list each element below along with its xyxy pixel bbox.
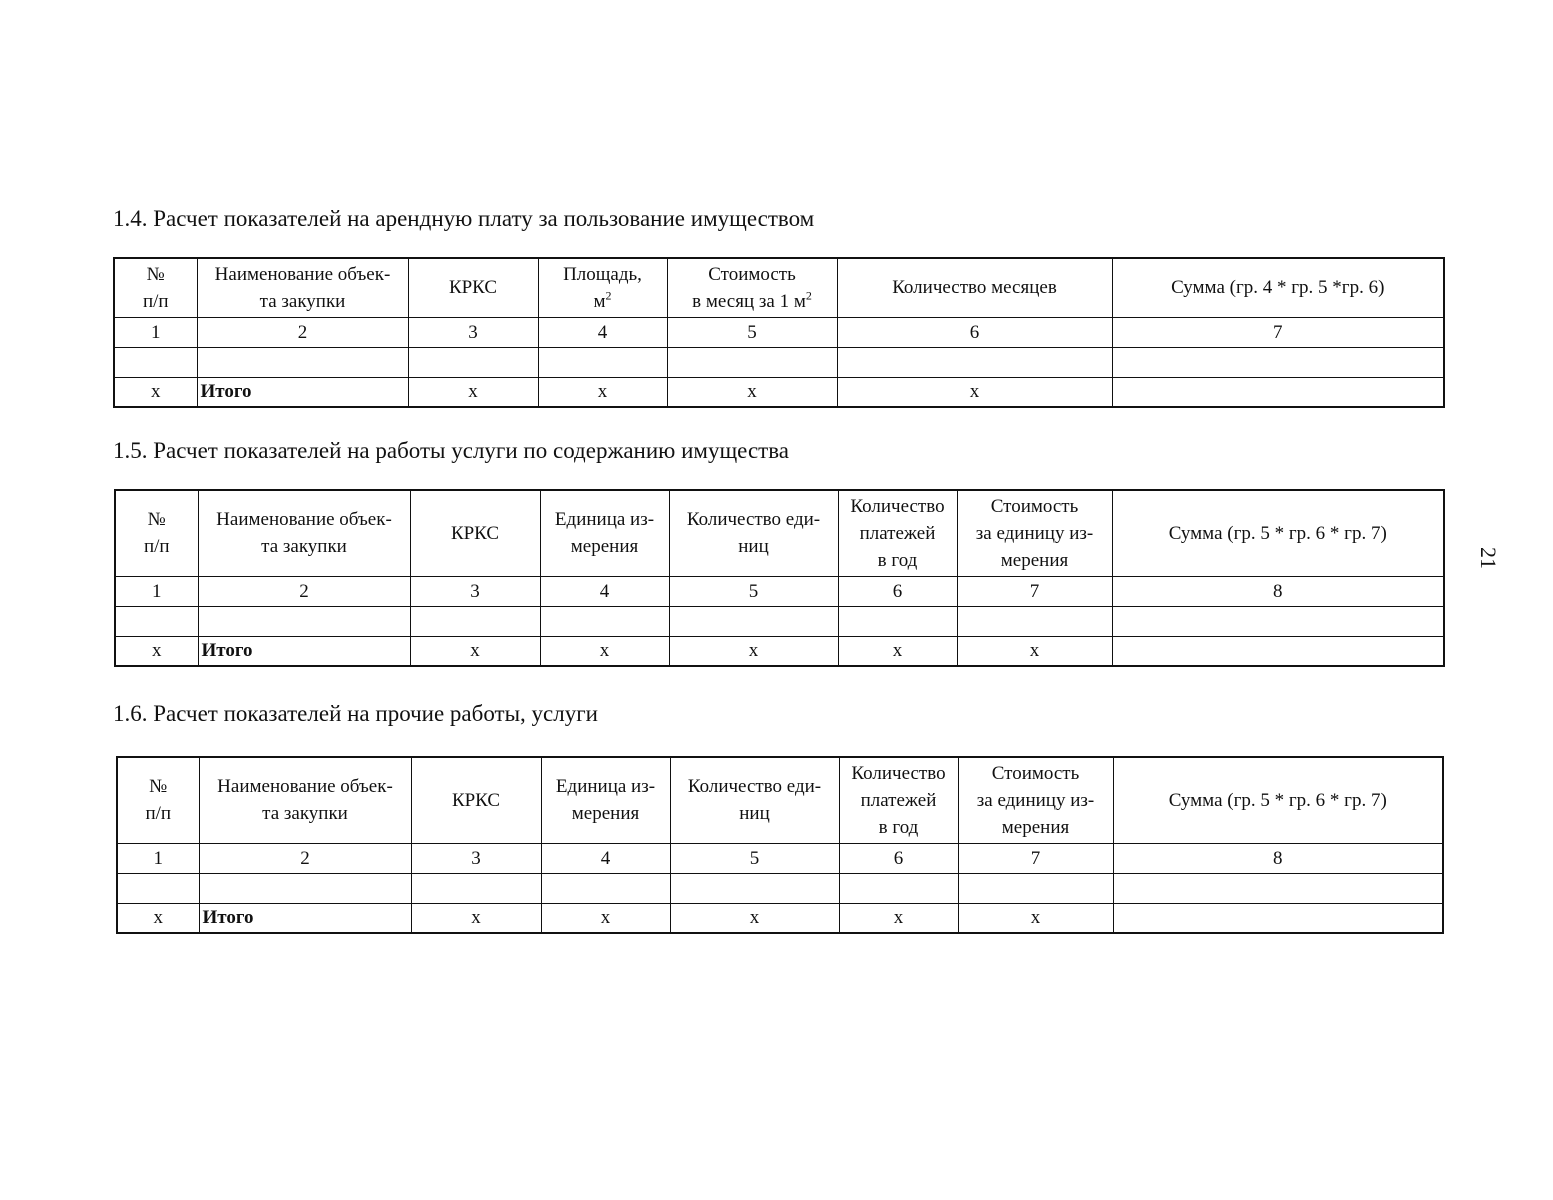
header-cell: Количество платежей в год	[838, 490, 957, 576]
table-cell: 8	[1112, 576, 1444, 606]
total-row	[114, 377, 1444, 407]
table-cell	[114, 347, 197, 377]
header-cell: Сумма (гр. 5 * гр. 6 * гр. 7)	[1112, 490, 1444, 576]
table-cell: х	[838, 636, 957, 666]
empty-row	[115, 606, 1444, 636]
table-cell: х	[410, 636, 540, 666]
total-label: Итого	[197, 377, 408, 407]
table-cell: 1	[117, 843, 199, 873]
table-cell	[839, 873, 958, 903]
table-cell: 8	[1113, 843, 1443, 873]
header-cell: КРКС	[408, 258, 538, 317]
header-cell: № п/п	[115, 490, 198, 576]
table-cell: 6	[837, 317, 1112, 347]
table-cell	[408, 347, 538, 377]
total-row	[117, 903, 1443, 933]
table-cell: х	[540, 636, 669, 666]
table-cell: 6	[838, 576, 957, 606]
table-cell: 1	[115, 576, 198, 606]
table-cell: 1	[114, 317, 197, 347]
total-row	[115, 636, 1444, 666]
header-cell: КРКС	[411, 757, 541, 843]
table-cell: х	[541, 903, 670, 933]
table-cell: 5	[667, 317, 837, 347]
table-cell	[197, 347, 408, 377]
section-title-1-5: 1.5. Расчет показателей на работы услуги по содержанию имущества	[113, 438, 789, 463]
table-cell: 3	[410, 576, 540, 606]
table-1-6	[116, 756, 1444, 934]
table-cell	[117, 873, 199, 903]
table-cell: х	[958, 903, 1113, 933]
table-cell	[1113, 903, 1443, 933]
table-cell	[198, 606, 410, 636]
column-number-row	[114, 317, 1444, 347]
column-number-row	[117, 843, 1443, 873]
table-cell: 5	[669, 576, 838, 606]
header-cell: Наименование объек- та закупки	[199, 757, 411, 843]
table-cell	[199, 873, 411, 903]
table-cell: х	[117, 903, 199, 933]
table-cell	[540, 606, 669, 636]
header-cell: Площадь, $м^2$	[538, 258, 667, 317]
header-cell: Единица из- мерения	[541, 757, 670, 843]
table-cell	[958, 873, 1113, 903]
table-cell	[667, 347, 837, 377]
header-cell: № п/п	[117, 757, 199, 843]
table-cell	[1112, 347, 1444, 377]
table-cell	[538, 347, 667, 377]
table-cell	[115, 606, 198, 636]
header-cell: КРКС	[410, 490, 540, 576]
header-cell: Наименование объек- та закупки	[197, 258, 408, 317]
table-cell: 2	[199, 843, 411, 873]
table-cell: х	[408, 377, 538, 407]
table-cell: х	[669, 636, 838, 666]
table-cell: х	[115, 636, 198, 666]
header-cell: Количество еди- ниц	[669, 490, 838, 576]
header-cell: Количество платежей в год	[839, 757, 958, 843]
table-cell: 7	[958, 843, 1113, 873]
table-cell: х	[670, 903, 839, 933]
table-cell	[1112, 636, 1444, 666]
header-cell: Единица из- мерения	[540, 490, 669, 576]
table-cell	[1112, 606, 1444, 636]
table-cell: х	[837, 377, 1112, 407]
table-cell	[670, 873, 839, 903]
table-cell: 3	[411, 843, 541, 873]
table-cell	[410, 606, 540, 636]
column-number-row	[115, 576, 1444, 606]
section-title-1-4: 1.4. Расчет показателей на арендную плату за пользование имуществом	[113, 206, 815, 231]
table-cell	[541, 873, 670, 903]
empty-row	[114, 347, 1444, 377]
table-cell: 2	[198, 576, 410, 606]
table-cell	[669, 606, 838, 636]
header-cell: Стоимость за единицу из- мерения	[957, 490, 1112, 576]
page-number: 21	[1476, 547, 1501, 569]
table-cell: х	[839, 903, 958, 933]
table-cell: 2	[197, 317, 408, 347]
table-cell	[411, 873, 541, 903]
table-cell: 3	[408, 317, 538, 347]
table-cell	[837, 347, 1112, 377]
table-cell: 7	[1112, 317, 1444, 347]
table-cell	[957, 606, 1112, 636]
table-cell	[838, 606, 957, 636]
total-label: Итого	[199, 903, 411, 933]
table-cell	[1112, 377, 1444, 407]
table-cell: 4	[541, 843, 670, 873]
table-cell: х	[411, 903, 541, 933]
table-cell: 7	[957, 576, 1112, 606]
table-cell: 5	[670, 843, 839, 873]
header-row	[117, 757, 1443, 843]
table-1-5	[114, 489, 1445, 667]
header-row	[115, 490, 1444, 576]
table-cell: х	[667, 377, 837, 407]
header-cell: Сумма (гр. 5 * гр. 6 * гр. 7)	[1113, 757, 1443, 843]
section-title-1-6: 1.6. Расчет показателей на прочие работы, услуги	[113, 701, 598, 726]
table-cell	[1113, 873, 1443, 903]
header-cell: № п/п	[114, 258, 197, 317]
table-1-4	[113, 257, 1445, 408]
header-row	[114, 258, 1444, 317]
table-cell: х	[538, 377, 667, 407]
table-cell: 4	[538, 317, 667, 347]
header-cell: Наименование объек- та закупки	[198, 490, 410, 576]
header-cell: Количество еди- ниц	[670, 757, 839, 843]
table-cell: 6	[839, 843, 958, 873]
table-cell: 4	[540, 576, 669, 606]
total-label: Итого	[198, 636, 410, 666]
table-cell: х	[114, 377, 197, 407]
table-cell: х	[957, 636, 1112, 666]
header-cell: Стоимость в месяц за 1 $м^2$	[667, 258, 837, 317]
header-cell: Количество месяцев	[837, 258, 1112, 317]
empty-row	[117, 873, 1443, 903]
header-cell: Сумма (гр. 4 * гр. 5 *гр. 6)	[1112, 258, 1444, 317]
header-cell: Стоимость за единицу из- мерения	[958, 757, 1113, 843]
